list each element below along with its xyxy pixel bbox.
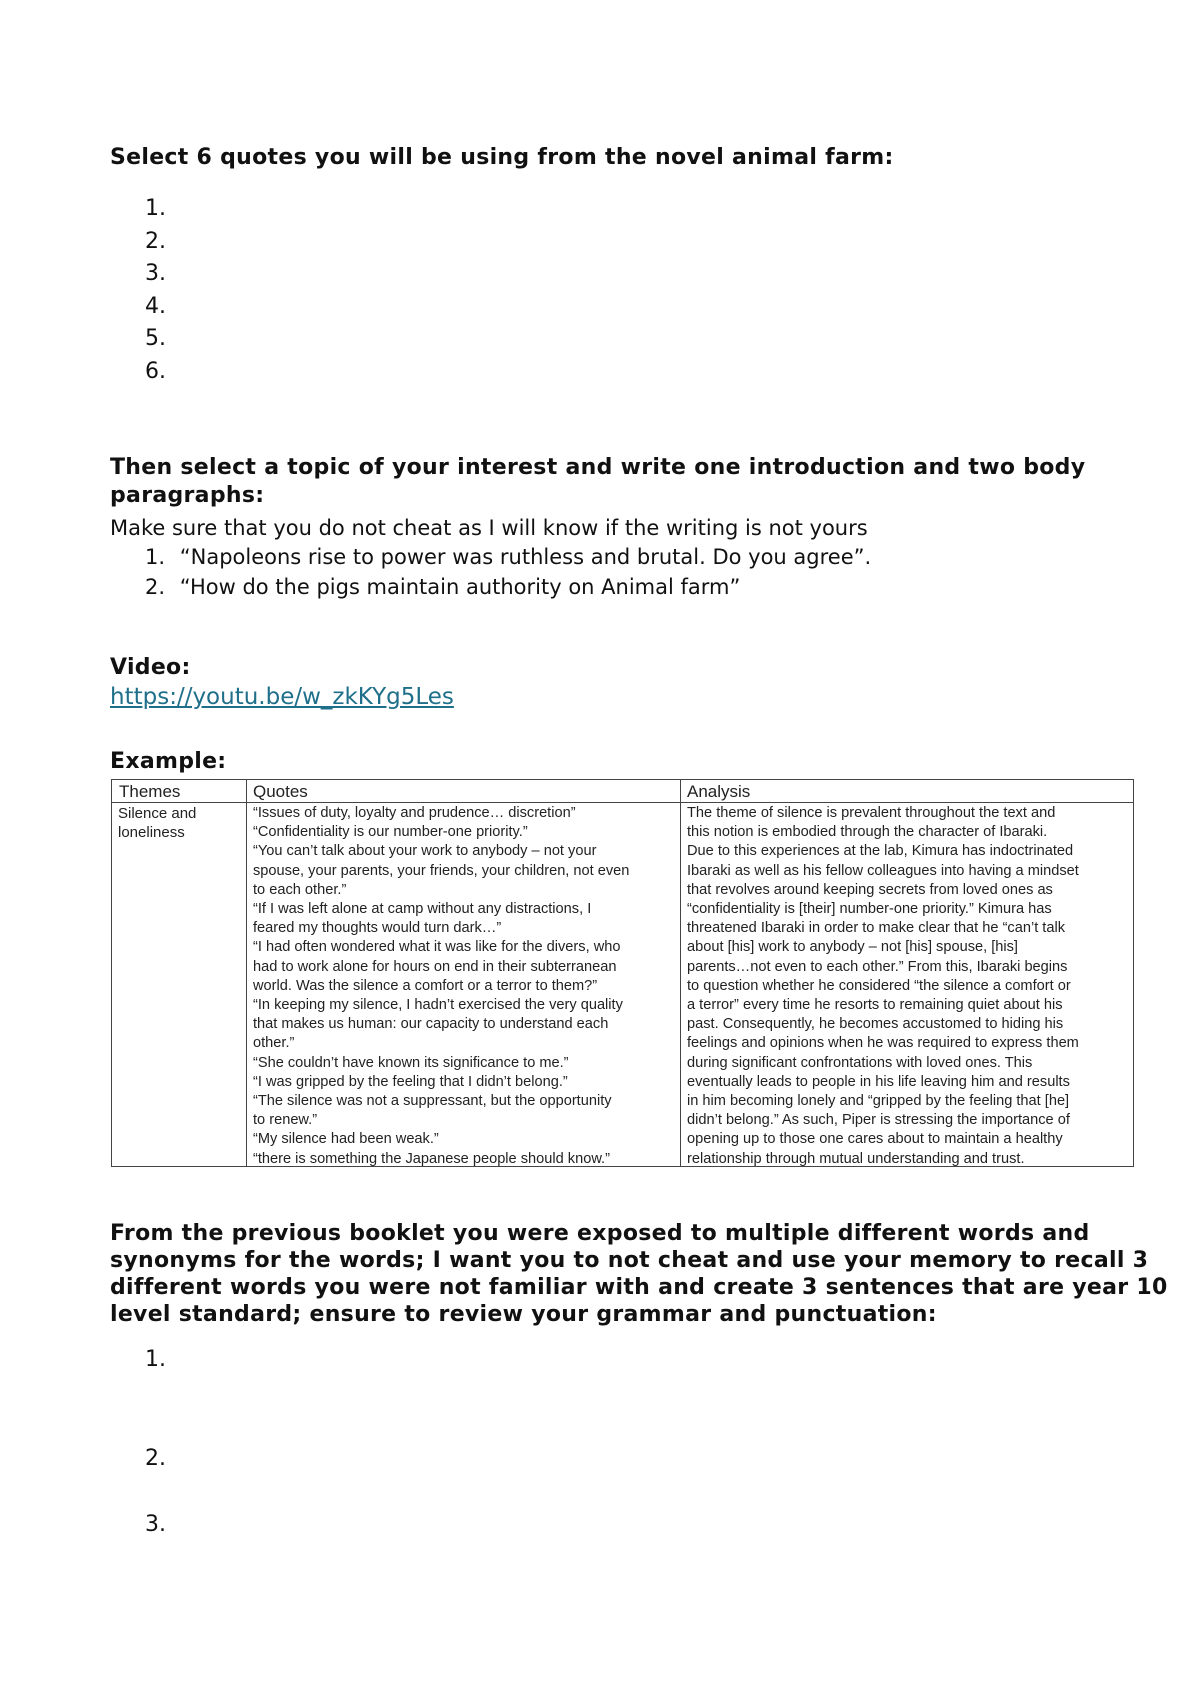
topic-text: “Napoleons rise to power was ruthless and brutal. Do you agree”. bbox=[179, 545, 872, 569]
table-header-themes: Themes bbox=[112, 780, 246, 803]
list-item: 3. bbox=[145, 1512, 166, 1537]
topic-list bbox=[145, 542, 871, 602]
topic-item bbox=[145, 572, 871, 602]
instruction-text: Make sure that you do not cheat as I will know if the writing is not yours bbox=[110, 516, 868, 540]
vocabulary-heading-line: different words you were not familiar with and create 3 sentences that are year 10 bbox=[110, 1275, 1168, 1300]
quotes-heading: Select 6 quotes you will be using from the novel animal farm: bbox=[110, 145, 894, 170]
quotes-list bbox=[145, 193, 166, 388]
list-item: 5. bbox=[145, 326, 166, 351]
example-table bbox=[111, 779, 1134, 1167]
topic-number: 1. bbox=[145, 545, 166, 569]
topic-text: “How do the pigs maintain authority on Animal farm” bbox=[179, 575, 741, 599]
list-item: 3. bbox=[145, 261, 166, 286]
topic-heading bbox=[110, 454, 1085, 510]
list-item: 2. bbox=[145, 1446, 166, 1471]
table-cell-analysis: The theme of silence is prevalent throughout the text and this notion is embodied through the character of Ibaraki. Due to this experiences at the lab, Kimura has indoctrinated Ibaraki as well as his fellow colleagues into having a mindset that revolves around keeping secrets from loved ones as “confidentiality is [their] number-one priority.” Kimura has threatened Ibaraki in order to make clear that he “can’t talk about [his] work to anybody – not [his] spouse, [his] parents…not even to each other.” From this, Ibaraki begins to question whether he considered “the silence a comfort or a terror” every time he resorts to remaining quiet about his past. Consequently, he becomes accustomed to hiding his feelings and opinions when he was required to express them during significant confrontations with loved ones. This eventually leads to people in his life leaving him and results in him becoming lonely and “gripped by the feeling that [he] didn’t belong.” As such, Piper is stressing the importance of opening up to those one cares about to maintain a healthy relationship through mutual understanding and trust. bbox=[687, 805, 1079, 1166]
topic-number: 2. bbox=[145, 575, 166, 599]
vocabulary-heading-line: From the previous booklet you were exposed to multiple different words and bbox=[110, 1221, 1090, 1246]
list-item: 2. bbox=[145, 228, 166, 254]
topic-heading-line: paragraphs: bbox=[110, 483, 265, 508]
list-item: 1. bbox=[145, 196, 166, 221]
vocabulary-heading-line: synonyms for the words; I want you to not cheat and use your memory to recall 3 bbox=[110, 1248, 1149, 1273]
list-item: 6. bbox=[145, 358, 166, 384]
table-cell-quotes: “Issues of duty, loyalty and prudence… discretion” “Confidentiality is our number-one priority.” “You can’t talk about your work to anybody – not your spouse, your parents, your friends, your children, not even to each other.” “If I was left alone at camp without any distractions, I feared my thoughts would turn dark…” “I had often wondered what it was like for the divers, who had to work alone for hours on end in their subterranean world. Was the silence a comfort or a terror to them?” “In keeping my silence, I hadn’t exercised the very quality that makes us human: our capacity to understand each other.” “She couldn’t have known its significance to me.” “I was gripped by the feeling that I didn’t belong.” “The silence was not a suppressant, but the opportunity to renew.” “My silence had been weak.” “there is something the Japanese people should know.” bbox=[253, 805, 630, 1166]
video-link[interactable]: https://youtu.be/w_zkKYg5Les bbox=[110, 684, 454, 710]
topic-heading-line: Then select a topic of your interest and write one introduction and two body bbox=[110, 455, 1086, 480]
vocabulary-heading bbox=[110, 1220, 1168, 1328]
topic-item bbox=[145, 542, 871, 572]
video-label: Video: bbox=[110, 655, 191, 680]
example-label: Example: bbox=[110, 749, 227, 774]
table-header-quotes: Quotes bbox=[246, 780, 680, 803]
table-header-analysis: Analysis bbox=[680, 780, 1133, 803]
list-item: 1. bbox=[145, 1347, 166, 1372]
vocabulary-heading-line: level standard; ensure to review your grammar and punctuation: bbox=[110, 1302, 937, 1327]
list-item: 4. bbox=[145, 293, 166, 319]
table-cell-theme: Silence and loneliness bbox=[118, 805, 197, 842]
